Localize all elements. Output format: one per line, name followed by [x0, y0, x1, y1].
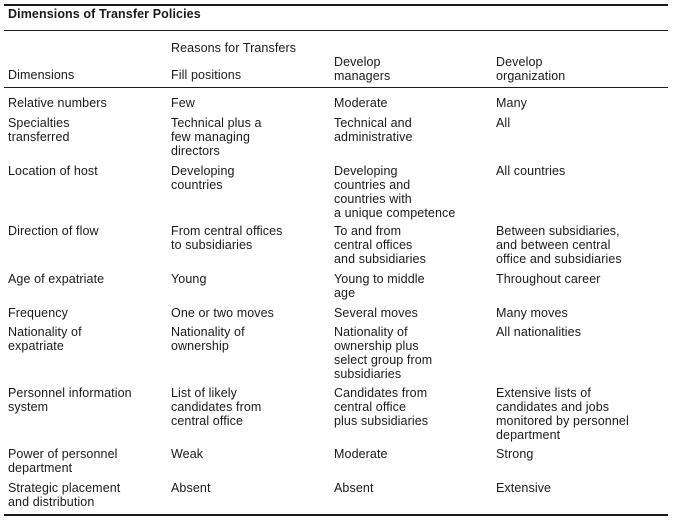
- fill-positions-cell: Nationality of ownership: [171, 325, 245, 353]
- dimension-cell: Relative numbers: [8, 96, 107, 110]
- column-header-develop-organization: Develop organization: [496, 55, 566, 83]
- table-title: Dimensions of Transfer Policies: [8, 7, 201, 21]
- fill-positions-cell: Few: [171, 96, 195, 110]
- dimension-cell: Direction of flow: [8, 224, 99, 238]
- develop-managers-cell: Young to middle age: [334, 272, 425, 300]
- fill-positions-cell: Absent: [171, 481, 211, 495]
- title-rule: [4, 30, 668, 31]
- bottom-rule: [4, 514, 668, 516]
- fill-positions-cell: List of likely candidates from central office: [171, 386, 262, 428]
- dimension-cell: Nationality of expatriate: [8, 325, 82, 353]
- column-header-develop-managers: Develop managers: [334, 55, 391, 83]
- group-header: Reasons for Transfers: [171, 41, 297, 55]
- develop-managers-cell: Absent: [334, 481, 374, 495]
- dimension-cell: Strategic placement and distribution: [8, 481, 121, 509]
- develop-organization-cell: All countries: [496, 164, 566, 178]
- develop-organization-cell: All: [496, 116, 511, 130]
- top-rule: [4, 4, 668, 6]
- develop-managers-cell: Technical and administrative: [334, 116, 413, 144]
- develop-managers-cell: Moderate: [334, 447, 388, 461]
- column-header-dimensions: Dimensions: [8, 68, 75, 82]
- dimension-cell: Power of personnel department: [8, 447, 118, 475]
- fill-positions-cell: Technical plus a few managing directors: [171, 116, 262, 158]
- header-rule: [4, 87, 668, 88]
- develop-organization-cell: Extensive lists of candidates and jobs monitored by personnel department: [496, 386, 629, 442]
- dimension-cell: Age of expatriate: [8, 272, 105, 286]
- develop-organization-cell: All nationalities: [496, 325, 582, 339]
- develop-organization-cell: Many moves: [496, 306, 568, 320]
- develop-managers-cell: Nationality of ownership plus select group from subsidiaries: [334, 325, 433, 381]
- column-header-fill-positions: Fill positions: [171, 68, 242, 82]
- develop-organization-cell: Many: [496, 96, 527, 110]
- develop-organization-cell: Strong: [496, 447, 534, 461]
- fill-positions-cell: One or two moves: [171, 306, 275, 320]
- fill-positions-cell: Developing countries: [171, 164, 235, 192]
- dimension-cell: Frequency: [8, 306, 68, 320]
- develop-managers-cell: Several moves: [334, 306, 418, 320]
- develop-managers-cell: Moderate: [334, 96, 388, 110]
- develop-organization-cell: Throughout career: [496, 272, 601, 286]
- dimension-cell: Location of host: [8, 164, 98, 178]
- develop-organization-cell: Extensive: [496, 481, 552, 495]
- develop-managers-cell: To and from central offices and subsidiaries: [334, 224, 426, 266]
- dimension-cell: Personnel information system: [8, 386, 132, 414]
- dimension-cell: Specialties transferred: [8, 116, 70, 144]
- fill-positions-cell: Weak: [171, 447, 204, 461]
- develop-managers-cell: Candidates from central office plus subsidiaries: [334, 386, 429, 428]
- fill-positions-cell: Young: [171, 272, 207, 286]
- develop-managers-cell: Developing countries and countries with a unique competence: [334, 164, 456, 220]
- fill-positions-cell: From central offices to subsidiaries: [171, 224, 283, 252]
- develop-organization-cell: Between subsidiaries, and between central office and subsidiaries: [496, 224, 622, 266]
